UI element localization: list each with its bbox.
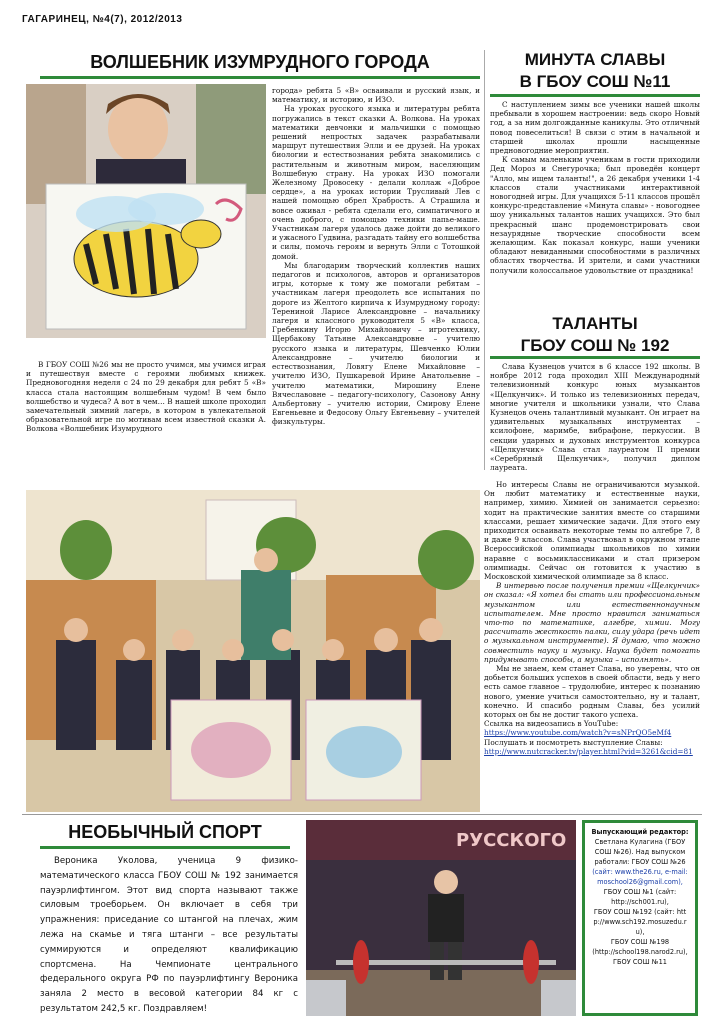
credits-line: ГБОУ СОШ №11 <box>612 958 668 966</box>
youtube-link[interactable]: https://www.youtube.com/watch?v=sNPrQO5eMf4 <box>484 728 672 738</box>
column-divider <box>484 50 485 470</box>
wizard-title: ВОЛШЕБНИК ИЗУМРУДНОГО ГОРОДА <box>90 52 430 72</box>
minuta-title-2: В ГБОУ СОШ №11 <box>519 72 671 91</box>
talanty-title-rule <box>490 356 700 359</box>
class-group-photo <box>26 490 480 812</box>
wizard-column-1 <box>26 360 266 434</box>
wizard-col2-lessons: На уроках русского языка и литературы ребята погружались в текст сказки А. Волкова. На уроках математики девчонки и мальчишки с помощью решений непростых задачек разрабатывали маршрут путешествия Элли и ее друзей. На уроках биологии и естествознания ребята знакомились с растительным и животным миром, населяющим Волшебную страну. На уроках ИЗО помогали Железному Дровосеку - делали коллаж «Доброе сердце», а на уроках истории Трусливый Лев с нашей помощью обрел Храбрость. А Страшила и вовсе оживал - ребята сделали его, симпатичного и очень доброго, с помощью техники папье-маше. Участникам лагеря удалось даже дойти до великого и ужасного Гудвина, разгадать тайну его волшебства и силы, помочь героям и вернуть Элли с Тотошкой домой. <box>272 104 481 261</box>
talanty-body-top <box>490 362 700 472</box>
bottom-divider <box>22 814 702 815</box>
boy-drawing-photo <box>26 84 266 338</box>
issue-header: ГАГАРИНЕЦ, №4(7), 2012/2013 <box>22 14 183 25</box>
minuta-title-1: МИНУТА СЛАВЫ <box>524 50 666 69</box>
credits-line: ГБОУ СОШ №192 (сайт: http://www.sch192.mosuzedu.ru), <box>593 908 687 936</box>
wizard-col2-intro: города» ребята 5 «В» осваивали и русский язык, и математику, и историю, и ИЗО. <box>272 86 480 105</box>
credits-line: ГБОУ СОШ №198 (http://school198.narod2.ru), <box>592 938 688 956</box>
sport-text: Вероника Уколова, ученица 9 физико-математического класса ГБОУ СОШ № 192 занимается пауэрлифтингом. Этот вид спорта называют также силовым троеборьем. Он включает в себя три упражнения: приседание со штангой на плечах, жим лежа на скамье и тяга штанги – все результаты суммируются и определяют квалификацию спортсмена. На Чемпионате центрального федерального округа РФ по пауэрлифтингу Вероника заняла 2 место в весовой категории 84 кг с результатом 242,5 кг. Поздравляем! <box>40 856 298 1014</box>
talanty-p1: Слава Кузнецов учится в 6 классе 192 школы. В ноябре 2012 года проходил XIII Международный телевизионный конкурс юных музыкантов «Щелкунчик». И только из телевизионных передач, многие учителя и школьники узнали, что Слава Кузнецов очень талантливый музыкант. Он играет на удивительных музыкальных инструментах – ксилофоне, маримбе, вибрафоне, перкуссии. В секции ударных и духовых инструментов конкурса «Щелкунчик» Слава стал лауреатом II премии «Серебряный Щелкунчик», получил диплом лауреата. <box>490 362 700 473</box>
minuta-body <box>490 100 700 275</box>
talanty-p3: В интервью после получения премии «Щелкунчик» он сказал: «Я хотел бы стать или профессиональным музыкантом или естественнонаучным испытателем. Мне просто нравится заниматься что-то по математике, алгебре, химии. Могу рассчитать жесткость палки, силу удара (речь идет о музыкальном инструменте). Я думаю, что можно совместить науку и музыку. Наука будет помогать придумывать способы, а музыка – исполнять». <box>484 581 700 664</box>
banner-text: РУССКОГО <box>456 830 567 851</box>
performance-link-label: Послушать и посмотреть выступление Славы: <box>484 737 663 747</box>
weightlifting-photo <box>306 820 576 1016</box>
minuta-title-rule <box>490 94 700 97</box>
talanty-p4: Мы не знаем, кем станет Слава, но уверены, что он добьется больших успехов в своей области, ведь у него есть самое главное – трудолюбие, интерес к познанию нового, умение учиться самостоятельно, ну и талант, конечно. И спасибо родным Славы, без усилий которых он бы не достиг такого успеха. <box>484 664 700 720</box>
credits-line: (сайт: www.the26.ru, e-mail: moschool26@gmail.com), <box>592 868 688 886</box>
nutcracker-link[interactable]: http://www.nutcracker.tv/player.html?vid=3261&cid=81 <box>484 746 693 756</box>
credits-line: Светлана Кулагина (ГБОУ СОШ №26). Над выпуском работали: ГБОУ СОШ №26 <box>594 838 686 866</box>
wizard-title-rule <box>40 76 480 79</box>
talanty-body-bottom <box>484 480 700 756</box>
video-link-label: Ссылка на видеозапись в YouTube: <box>484 719 619 729</box>
credits-editor-heading: Выпускающий редактор: <box>591 828 689 836</box>
minuta-p1: С наступлением зимы все ученики нашей школы пребывали в хорошем настроении: ведь скоро Новый год, а за ним долгожданные каникулы. Это отличный повод повеселиться! В связи с этим в начальной и старшей школах прошли насыщенные предновогодние мероприятия. <box>490 100 700 156</box>
sport-title: НЕОБЫЧНЫЙ СПОРТ <box>68 822 262 842</box>
wizard-column-2 <box>272 86 480 427</box>
credits-line: ГБОУ СОШ №1 (сайт: http://sch001.ru), <box>603 888 677 906</box>
minuta-p2: К самым маленьким ученикам в гости приходили Дед Мороз и Снегурочка; был проведён концерт "Алло, мы ищем таланты!", а 26 декабря ученики 1-4 классов стали участниками интерактивной новогодней игры. Для учащихся 5-11 классов прошёл конкурс-представление «Минута славы» - новогоднее шоу уникальных талантов наших учащихся. Это был прекрасный шанс продемонстрировать свои незаурядные творческие способности всем желающим. Как показал конкурс, наши ученики обладают невиданными способностями в различных областях творчества. И зрители, и сами участники получили колоссальное удовольствие от праздника! <box>490 155 700 275</box>
talanty-title-1: ТАЛАНТЫ <box>552 314 638 333</box>
wizard-col1-text: В ГБОУ СОШ №26 мы не просто учимся, мы учимся играя и путешествуя вместе с героями любимых книжек. Предновогодняя неделя с 24 по 29 декабря для ребят 5 «В» класса стала настоящим волшебным чудом! В чем было волшебство и чудеса? А вот в чем… В нашей школе проходил замечательный зимний лагерь, в котором в увлекательной образовательной игре по мотивам всем известной сказки А. Волкова «Волшебник Изумрудного <box>26 360 266 434</box>
sport-title-rule <box>40 846 290 849</box>
credits-box <box>582 820 698 1016</box>
talanty-title-2: ГБОУ СОШ № 192 <box>520 336 670 355</box>
wizard-col2-thanks: Мы благодарим творческий коллектив наших педагогов и психологов, авторов и организаторов игры, которые к тому же помогали ребятам – участникам лагеря преодолеть все испытания по дороге из Желтого кирпича к Изумрудному городу: Терениной Ларисе Александровне – начальнику лагеря и классного руководителя 5 «В» класса, Гребенкину Игорю Михайловичу – игротехнику, Щербакову Татьяне Александровне – учителю русского языка и литературы, Шевченко Юлии Александровне – учителю биологии и естествознания, Ловягу Елене Михайловне – учителю ИЗО, Пушкаревой Ирине Анатольевне – учителю математики, Мирошину Елене Вячеславовне – педагогу-психологу, Сазонову Анну Альбертовну – учителю истории, Смирову Елене Евгеньевне и Федосову Ольгу Евгеньевну – учителей физкультуры. <box>272 260 480 427</box>
talanty-p2: Но интересы Славы не ограничиваются музыкой. Он любит математику и естественные науки, например, химию. Химией он занимается серьезно: ходит на практические занятия вместе со старшими классами, решает химические задачи. Для этого ему приходится осваивать некоторые темы по алгебре 7, 8 и даже 9 классов. Слава участвовал в окружном этапе Всероссийской олимпиады школьников по химии наравне с восьмиклассниками и стал призером олимпиады. Сейчас он готовится к участию в Московской химической олимпиаде за 8 класс. <box>484 480 700 582</box>
